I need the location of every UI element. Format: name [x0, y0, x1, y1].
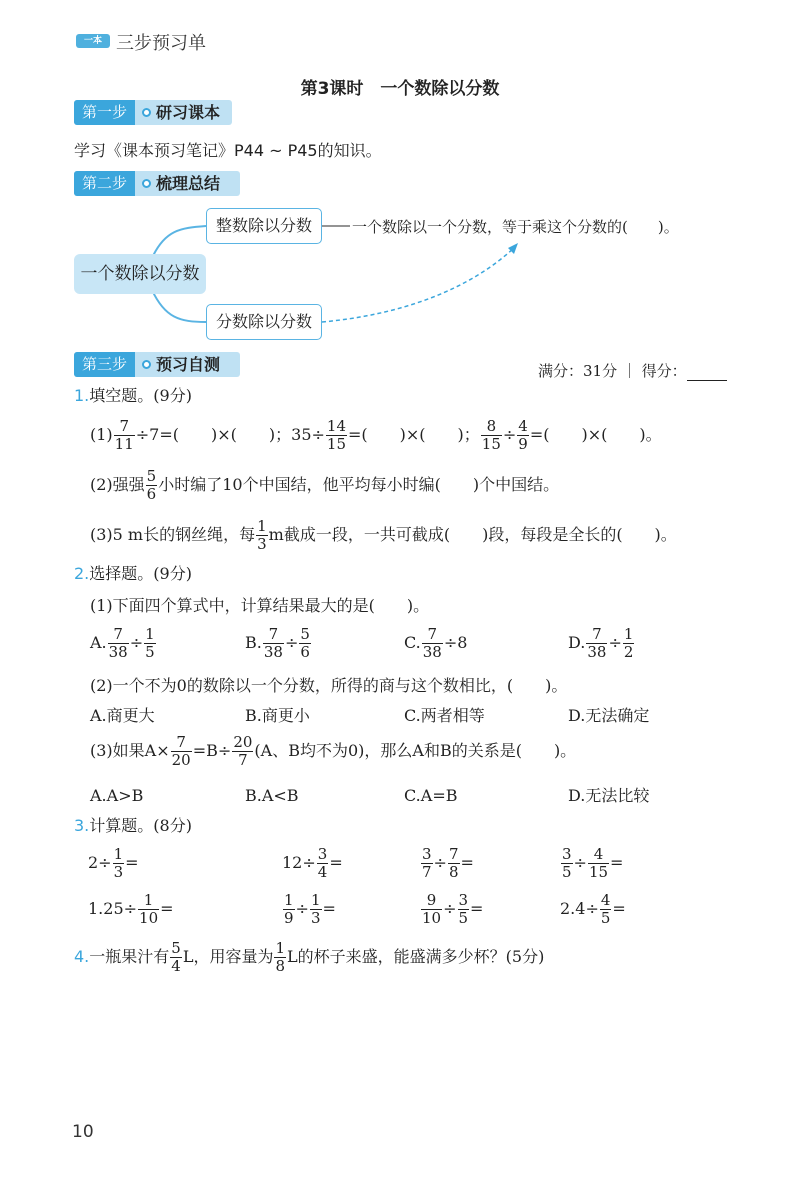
q2-title: 选择题。(9分) — [89, 564, 192, 583]
q2-number: 2. — [74, 564, 90, 583]
text: (2)强强 — [90, 475, 145, 494]
fraction: $\frac{20}{7}$ — [233, 733, 253, 769]
study-instruction: 学习《课本预习笔记》P44 ~ P45的知识。 — [74, 141, 382, 160]
fraction: $\frac{7}{38}$ — [263, 625, 283, 661]
step-dot-icon — [142, 360, 151, 369]
divide-sign: ÷ — [284, 633, 299, 652]
text: 一瓶果汁有 — [89, 947, 170, 966]
text: = — [460, 853, 474, 872]
q2-sub-2: (2)一个不为0的数除以一个分数，所得的商与这个数相比，( )。 — [90, 676, 568, 695]
q1-number: 1. — [74, 386, 90, 405]
q2-s3-option-c[interactable]: C.A=B — [404, 786, 458, 805]
fraction: $\frac{4}{5}$ — [600, 891, 611, 927]
q2-sub-1: (1)下面四个算式中，计算结果最大的是( )。 — [90, 596, 430, 615]
text: = — [612, 899, 626, 918]
fraction: $\frac{5}{6}$ — [300, 625, 310, 661]
lesson-title: 第3课时 一个数除以分数 — [300, 79, 500, 99]
series-title: 三步预习单 — [116, 33, 206, 54]
text: (A、B均不为0)，那么A和B的关系是( )。 — [254, 741, 577, 760]
text: 小时编了10个中国结，他平均每小时编( )个中国结。 — [158, 475, 560, 494]
fraction: $\frac{1}{10}$ — [139, 891, 159, 927]
fraction: $\frac{14}{15}$ — [326, 417, 346, 453]
fraction: $\frac{7}{38}$ — [587, 625, 607, 661]
text: = — [470, 899, 484, 918]
q3-heading — [74, 818, 192, 834]
step-3-name: 预习自测 — [156, 355, 221, 374]
q2-s3-option-d[interactable]: D.无法比较 — [568, 786, 650, 805]
calc-item-5 — [88, 892, 174, 926]
option-label: C. — [404, 633, 421, 652]
fraction: $\frac{7}{11}$ — [114, 417, 134, 453]
fraction: $\frac{3}{5}$ — [458, 891, 469, 927]
calc-item-8 — [560, 892, 626, 926]
q3-title: 计算题。(8分) — [89, 816, 192, 835]
text: ÷8 — [443, 633, 468, 652]
diagram-connectors — [0, 0, 800, 360]
fraction: $\frac{5}{4}$ — [171, 939, 181, 975]
option-label: D. — [568, 633, 586, 652]
text: = — [125, 853, 139, 872]
q1-part-3 — [90, 518, 677, 552]
calc-item-7 — [420, 892, 483, 926]
q2-heading — [74, 566, 192, 582]
q2-s2-option-b[interactable]: B.商更小 — [245, 706, 310, 725]
step-2-name: 梳理总结 — [156, 174, 221, 193]
calc-item-6 — [282, 892, 336, 926]
fraction: $\frac{1}{2}$ — [623, 625, 634, 661]
step-3-banner — [74, 352, 240, 377]
fraction: $\frac{4}{9}$ — [518, 417, 528, 453]
fraction: $\frac{7}{8}$ — [448, 845, 459, 881]
text: ÷ — [295, 899, 309, 918]
series-badge: 一本 — [76, 34, 110, 48]
step-2-tag: 第二步 — [74, 171, 135, 196]
text: ÷ — [443, 899, 457, 918]
fraction: $\frac{1}{3}$ — [310, 891, 321, 927]
option-label: A. — [90, 633, 107, 652]
divide-sign: ÷ — [608, 633, 622, 652]
text: =B÷ — [192, 741, 232, 760]
text: =( )×( )。 — [529, 425, 662, 444]
diagram-rule: 一个数除以一个分数，等于乘这个分数的( )。 — [352, 218, 679, 236]
step-1-tag: 第一步 — [74, 100, 135, 125]
option-label: B. — [245, 633, 262, 652]
fraction: $\frac{1}{8}$ — [275, 939, 286, 975]
fraction: $\frac{3}{4}$ — [317, 845, 328, 881]
score-label: 满分：31分 ｜ 得分： — [538, 362, 687, 380]
fraction: $\frac{7}{38}$ — [108, 625, 128, 661]
text: ÷ — [433, 853, 447, 872]
text: (1) — [90, 425, 113, 444]
text: 2.4÷ — [560, 899, 599, 918]
q2-s1-option-a[interactable] — [90, 626, 157, 660]
q1-part-1 — [90, 418, 662, 452]
fraction: $\frac{4}{15}$ — [588, 845, 609, 881]
text: = — [160, 899, 174, 918]
text: L，用容量为 — [182, 947, 274, 966]
text: 2÷ — [88, 853, 112, 872]
text: = — [610, 853, 624, 872]
divide-sign: ÷ — [129, 633, 144, 652]
text: 12÷ — [282, 853, 316, 872]
text: ÷7=( )×( )；35÷ — [135, 425, 325, 444]
text: =( )×( )； — [348, 425, 480, 444]
fraction: $\frac{1}{3}$ — [113, 845, 124, 881]
text: = — [322, 899, 336, 918]
q2-s2-option-a[interactable]: A.商更大 — [90, 706, 155, 725]
calc-item-2 — [282, 846, 343, 880]
fraction: $\frac{3}{7}$ — [422, 845, 432, 881]
text: (3)如果A× — [90, 741, 170, 760]
diagram-branch-1: 整数除以分数 — [206, 208, 322, 244]
q2-s1-option-c[interactable] — [404, 626, 467, 660]
q4-number: 4. — [74, 947, 90, 966]
page-number: 10 — [72, 1122, 94, 1142]
calc-item-1 — [88, 846, 139, 880]
q2-s2-option-c[interactable]: C.两者相等 — [404, 706, 485, 725]
fraction: $\frac{5}{6}$ — [146, 467, 157, 503]
diagram-root: 一个数除以分数 — [74, 254, 206, 294]
q2-s1-option-b[interactable] — [245, 626, 312, 660]
fraction: $\frac{3}{5}$ — [562, 845, 572, 881]
fraction: $\frac{8}{15}$ — [481, 417, 501, 453]
score-blank[interactable] — [687, 362, 727, 381]
q2-s3-option-b[interactable]: B.A<B — [245, 786, 299, 805]
q4-problem — [74, 940, 544, 974]
q2-sub-3 — [90, 734, 576, 768]
q3-number: 3. — [74, 816, 90, 835]
text: L的杯子来盛，能盛满多少杯？(5分) — [287, 947, 545, 966]
q1-heading — [74, 388, 192, 404]
text: ÷ — [502, 425, 517, 444]
q1-part-2 — [90, 468, 559, 502]
step-3-tag: 第三步 — [74, 352, 135, 377]
q1-title: 填空题。(9分) — [89, 386, 192, 405]
q2-s1-option-d[interactable] — [568, 626, 635, 660]
text: 1.25÷ — [88, 899, 138, 918]
text: ÷ — [573, 853, 587, 872]
score-line — [538, 360, 727, 381]
fraction: $\frac{1}{3}$ — [257, 517, 267, 553]
step-1-name: 研习课本 — [156, 103, 221, 122]
calc-item-3 — [420, 846, 474, 880]
calc-item-4 — [560, 846, 623, 880]
fraction: $\frac{7}{20}$ — [171, 733, 191, 769]
fraction: $\frac{7}{38}$ — [422, 625, 442, 661]
text: (3)5 m长的钢丝绳，每 — [90, 525, 256, 544]
q2-s3-option-a[interactable]: A.A>B — [90, 786, 144, 805]
q2-s2-option-d[interactable]: D.无法确定 — [568, 706, 650, 725]
fraction: $\frac{1}{9}$ — [284, 891, 294, 927]
text: m截成一段，一共可截成( )段，每段是全长的( )。 — [268, 525, 677, 544]
text: = — [329, 853, 343, 872]
diagram-branch-2: 分数除以分数 — [206, 304, 322, 340]
fraction: $\frac{9}{10}$ — [422, 891, 442, 927]
fraction: $\frac{1}{5}$ — [145, 625, 155, 661]
